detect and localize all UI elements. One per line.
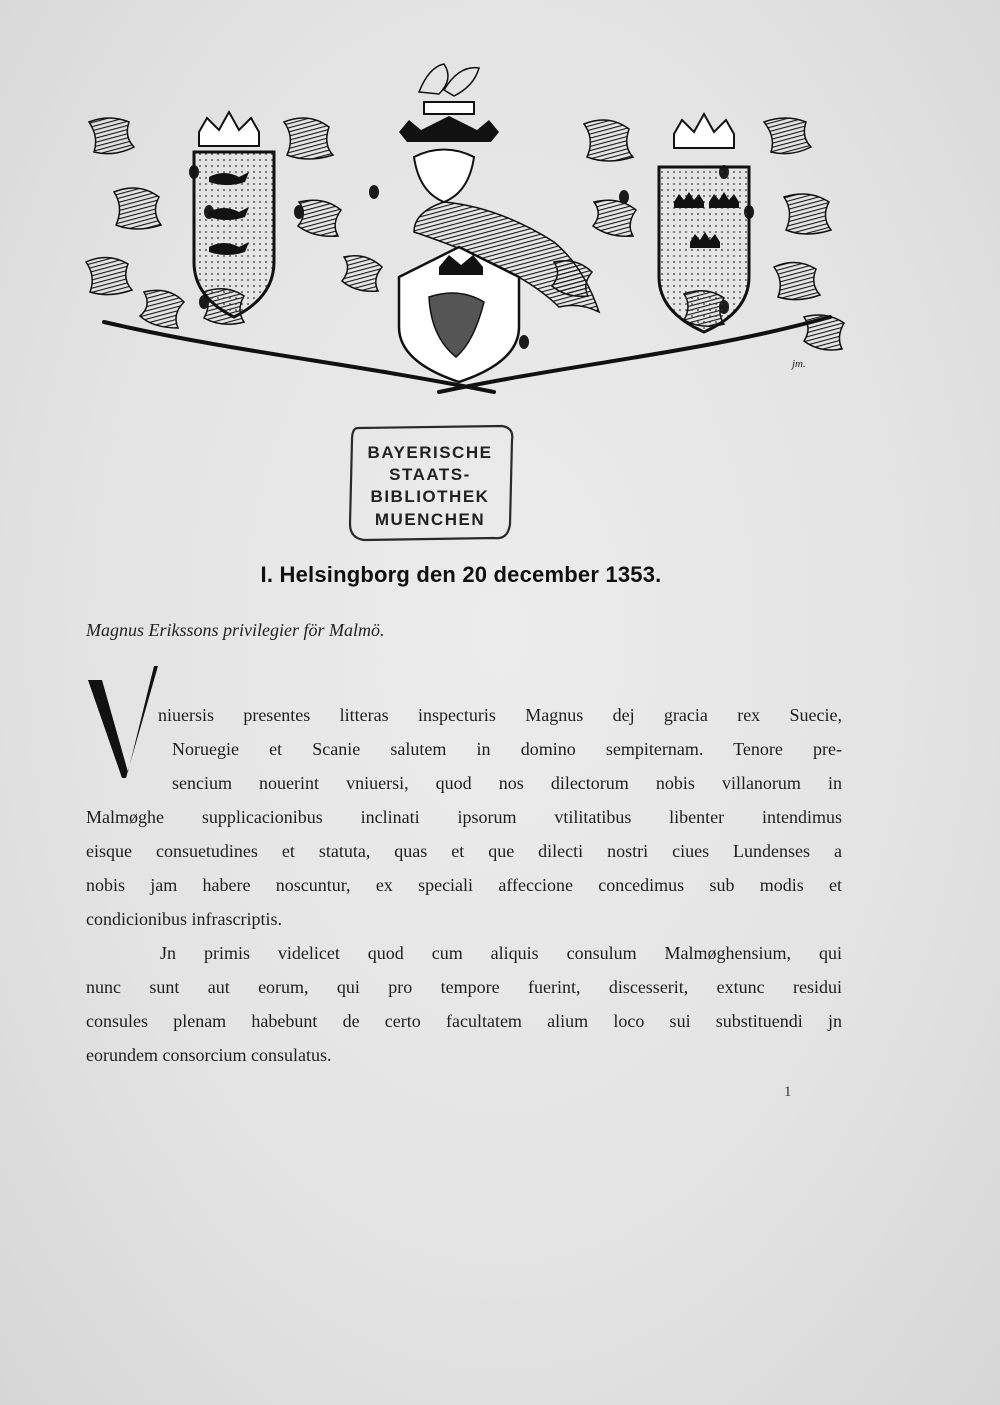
scanian-coat-of-arms [399,64,599,382]
text-line: eisque consuetudines et statuta, quas et que dilecti nostri ciues Lundenses a [86,841,842,861]
stamp-line: BIBLIOTHEK [370,487,490,506]
svg-text:jm.: jm. [792,358,806,370]
heraldic-headpiece-illustration [84,62,850,402]
text-line: niuersis presentes litteras inspecturis Magnus dej gracia rex Suecie, [158,705,842,725]
text-line: nobis jam habere noscuntur, ex speciali affeccione concedimus sub modis et [86,875,842,895]
swedish-coat-of-arms [659,114,749,332]
document-subtitle: Magnus Erikssons privilegier för Malmö. [86,620,385,640]
text-line: Noruegie et Scanie salutem in domino sempiternam. Tenore pre- [172,739,842,759]
text-line: sencium nouerint vniuersi, quod nos dilectorum nobis villanorum in [172,773,842,793]
danish-coat-of-arms [194,112,274,317]
stamp-line: BAYERISCHE [367,443,493,462]
text-line: Jn primis videlicet quod cum aliquis consulum Malmøghensium, qui [160,943,842,963]
text-line: consules plenam habebunt de certo facultatem alium loco sui substituendi jn [86,1011,842,1031]
dropcap-letter [88,662,162,782]
text-line: nunc sunt aut eorum, qui pro tempore fuerint, discesserit, extunc residui [86,977,842,997]
text-line: condicionibus infrascriptis. [86,909,282,929]
stamp-line: MUENCHEN [374,510,486,529]
text-line: eorundem consorcium consulatus. [86,1045,332,1065]
page-number: 1 [784,1084,792,1100]
stamp-line: STAATS- [389,465,471,484]
document-title: I. Helsingborg den 20 december 1353. [260,562,662,587]
text-line: Malmøghe supplicacionibus inclinati ipsorum vtilitatibus libenter intendimus [86,807,842,827]
